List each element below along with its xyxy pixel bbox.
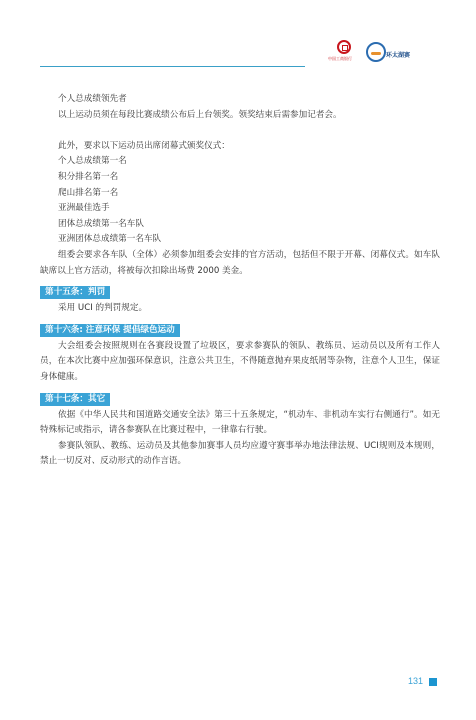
section-15-text: 采用 UCI 的判罚规定。 bbox=[58, 303, 148, 314]
icbc-logo bbox=[328, 40, 362, 66]
event-logo bbox=[366, 40, 414, 68]
text-line: 积分排名第一名 bbox=[58, 171, 119, 182]
text-line: 此外，要求以下运动员出席闭幕式颁奖仪式： bbox=[58, 140, 230, 151]
text-line: 团体总成绩第一名车队 bbox=[58, 218, 144, 229]
text-line: 个人总成绩第一名 bbox=[58, 156, 127, 167]
text-line: 以上运动员须在每段比赛成绩公布后上台领奖。领奖结束后需参加记者会。 bbox=[58, 109, 342, 120]
page-marker-icon bbox=[429, 678, 437, 686]
text-line: 亚洲团体总成绩第一名车队 bbox=[58, 234, 162, 245]
icbc-name: 中国工商银行 bbox=[328, 56, 352, 61]
text-line: 爬山排名第一名 bbox=[58, 187, 119, 198]
section-17-title: 第十七条：其它 bbox=[40, 393, 110, 406]
section-17-text-1: 依据《中华人民共和国道路交通安全法》第三十五条规定，“机动车、非机动车实行右侧通行”。如无特殊标记或指示，请各参赛队在比赛过程中，一律靠右行驶。 bbox=[40, 409, 440, 436]
page-content bbox=[40, 92, 440, 470]
section-15-title: 第十五条：判罚 bbox=[40, 286, 110, 299]
header-rule bbox=[40, 66, 305, 67]
text-line: 个人总成绩领先者 bbox=[58, 94, 127, 104]
section-16-title: 第十六条: 注意环保 提倡绿色运动 bbox=[40, 324, 180, 337]
cycling-emblem-icon bbox=[366, 42, 386, 62]
page-number: 131 bbox=[408, 676, 424, 686]
event-name: 环太湖赛 bbox=[386, 52, 411, 59]
activities-paragraph: 组委会要求各车队（全体）必须参加组委会安排的官方活动，包括但不限于开幕、闭幕仪式。如车队缺席以上官方活动，将被每次扣除出场费 2000 美金。 bbox=[40, 249, 440, 276]
icbc-emblem-icon bbox=[337, 40, 351, 54]
section-16-text: 大会组委会按照规则在各赛段设置了垃圾区，要求参赛队的领队、教练员、运动员以及所有工作人员，在本次比赛中应加强环保意识，注意公共卫生，不得随意抛弃果皮纸屑等杂物，注意个人卫生，保证身体健康。 bbox=[40, 340, 440, 382]
text-line: 亚洲最佳选手 bbox=[58, 203, 110, 214]
section-17-text-2: 参赛队领队、教练、运动员及其他参加赛事人员均应遵守赛事举办地法律法规、UCI规则及本规则，禁止一切反对、反动形式的动作言语。 bbox=[40, 440, 440, 467]
